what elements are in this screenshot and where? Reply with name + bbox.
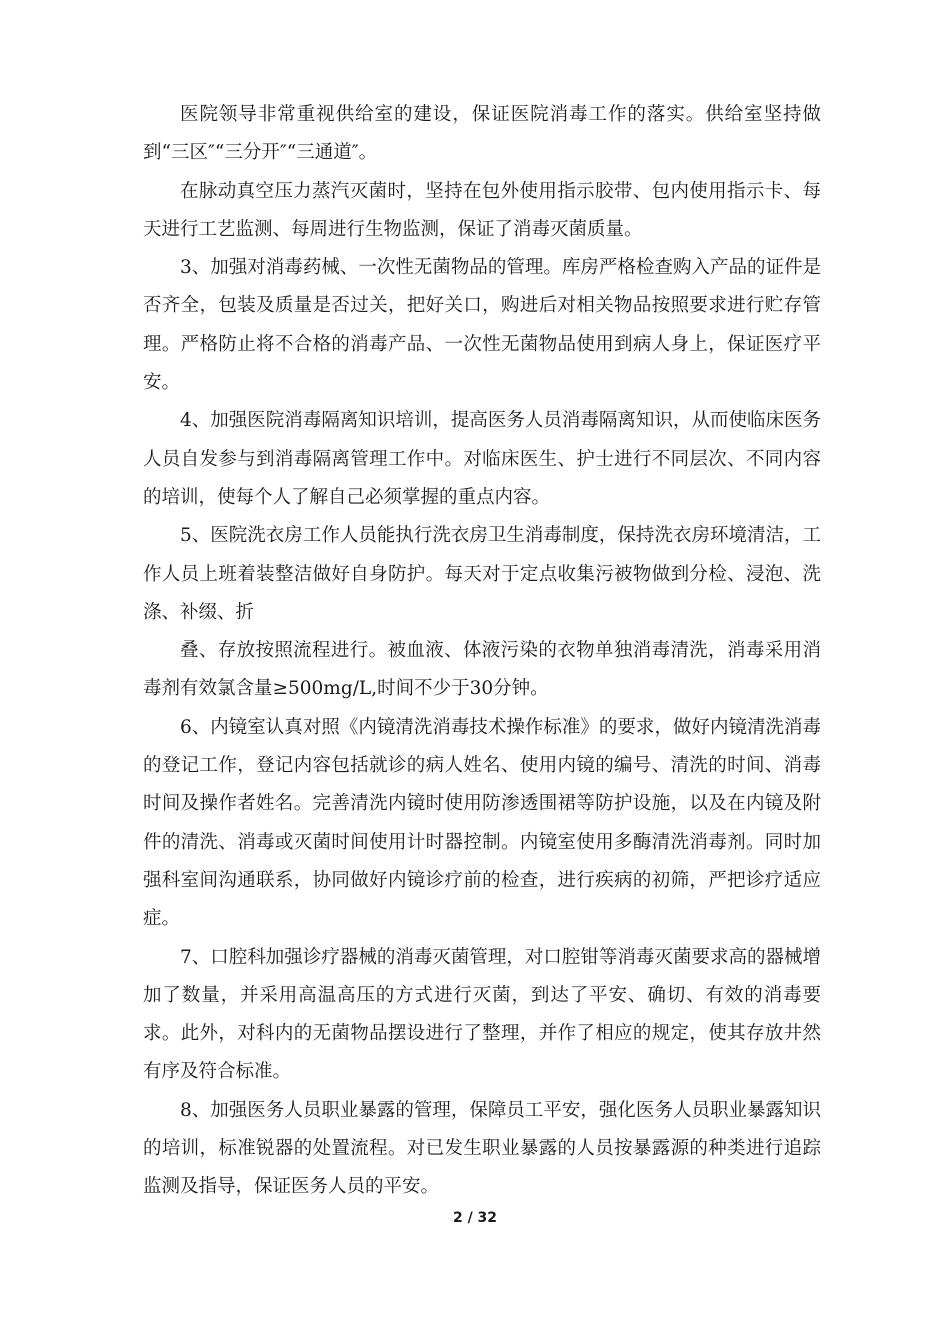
paragraph-supply-room: 医院领导非常重视供给室的建设，保证医院消毒工作的落实。供给室坚持做到“三区″“三分开″“三通道″。 bbox=[143, 104, 821, 164]
paragraph-item-4: 4、加强医院消毒隔离知识培训，提高医务人员消毒隔离知识，从而使临床医务人员自发参与到消毒隔离管理工作中。对临床医生、护士进行不同层次、不同内容的培训，使每个人了解自己必须掌握的重点内容。 bbox=[143, 410, 821, 508]
paragraph-item-5: 5、医院洗衣房工作人员能执行洗衣房卫生消毒制度，保持洗衣房环境清洁，工作人员上班着装整洁做好自身防护。每天对于定点收集污被物做到分检、浸泡、洗涤、补缀、折 bbox=[143, 525, 821, 623]
paragraph-item-5-continued: 叠、存放按照流程进行。被血液、体液污染的衣物单独消毒清洗，消毒采用消毒剂有效氯含量≥500mg/L,时间不少于30分钟。 bbox=[143, 640, 821, 700]
document-body bbox=[143, 96, 821, 1207]
paragraph-item-8: 8、加强医务人员职业暴露的管理，保障员工平安，强化医务人员职业暴露知识的培训，标准锐器的处置流程。对已发生职业暴露的人员按暴露源的种类进行追踪监测及指导，保证医务人员的平安。 bbox=[143, 1099, 821, 1198]
paragraph-item-6: 6、内镜室认真对照《内镜清洗消毒技术操作标准》的要求，做好内镜清洗消毒的登记工作，登记内容包括就诊的病人姓名、使用内镜的编号、清洗的时间、消毒时间及操作者姓名。完善清洗内镜时使用防渗透围裙等防护设施，以及在内镜及附件的清洗、消毒或灭菌时间使用计时器控制。内镜室使用多酶清洗消毒剂。同时加强科室间沟通联系，协同做好内镜诊疗前的检查，进行疾病的初筛，严把诊疗适应症。 bbox=[143, 716, 821, 930]
paragraph-item-7: 7、口腔科加强诊疗器械的消毒灭菌管理，对口腔钳等消毒灭菌要求高的器械增加了数量，并采用高温高压的方式进行灭菌，到达了平安、确切、有效的消毒要求。此外，对科内的无菌物品摆设进行了整理，并作了相应的规定，使其存放井然有序及符合标准。 bbox=[143, 946, 821, 1083]
paragraph-sterilization: 在脉动真空压力蒸汽灭菌时，坚持在包外使用指示胶带、包内使用指示卡、每天进行工艺监测、每周进行生物监测，保证了消毒灭菌质量。 bbox=[143, 180, 821, 240]
page-number: 2 / 32 bbox=[452, 1210, 498, 1226]
paragraph-item-3: 3、加强对消毒药械、一次性无菌物品的管理。库房严格检查购入产品的证件是否齐全，包装及质量是否过关，把好关口，购进后对相关物品按照要求进行贮存管理。严格防止将不合格的消毒产品、一次性无菌物品使用到病人身上，保证医疗平安。 bbox=[143, 257, 821, 394]
